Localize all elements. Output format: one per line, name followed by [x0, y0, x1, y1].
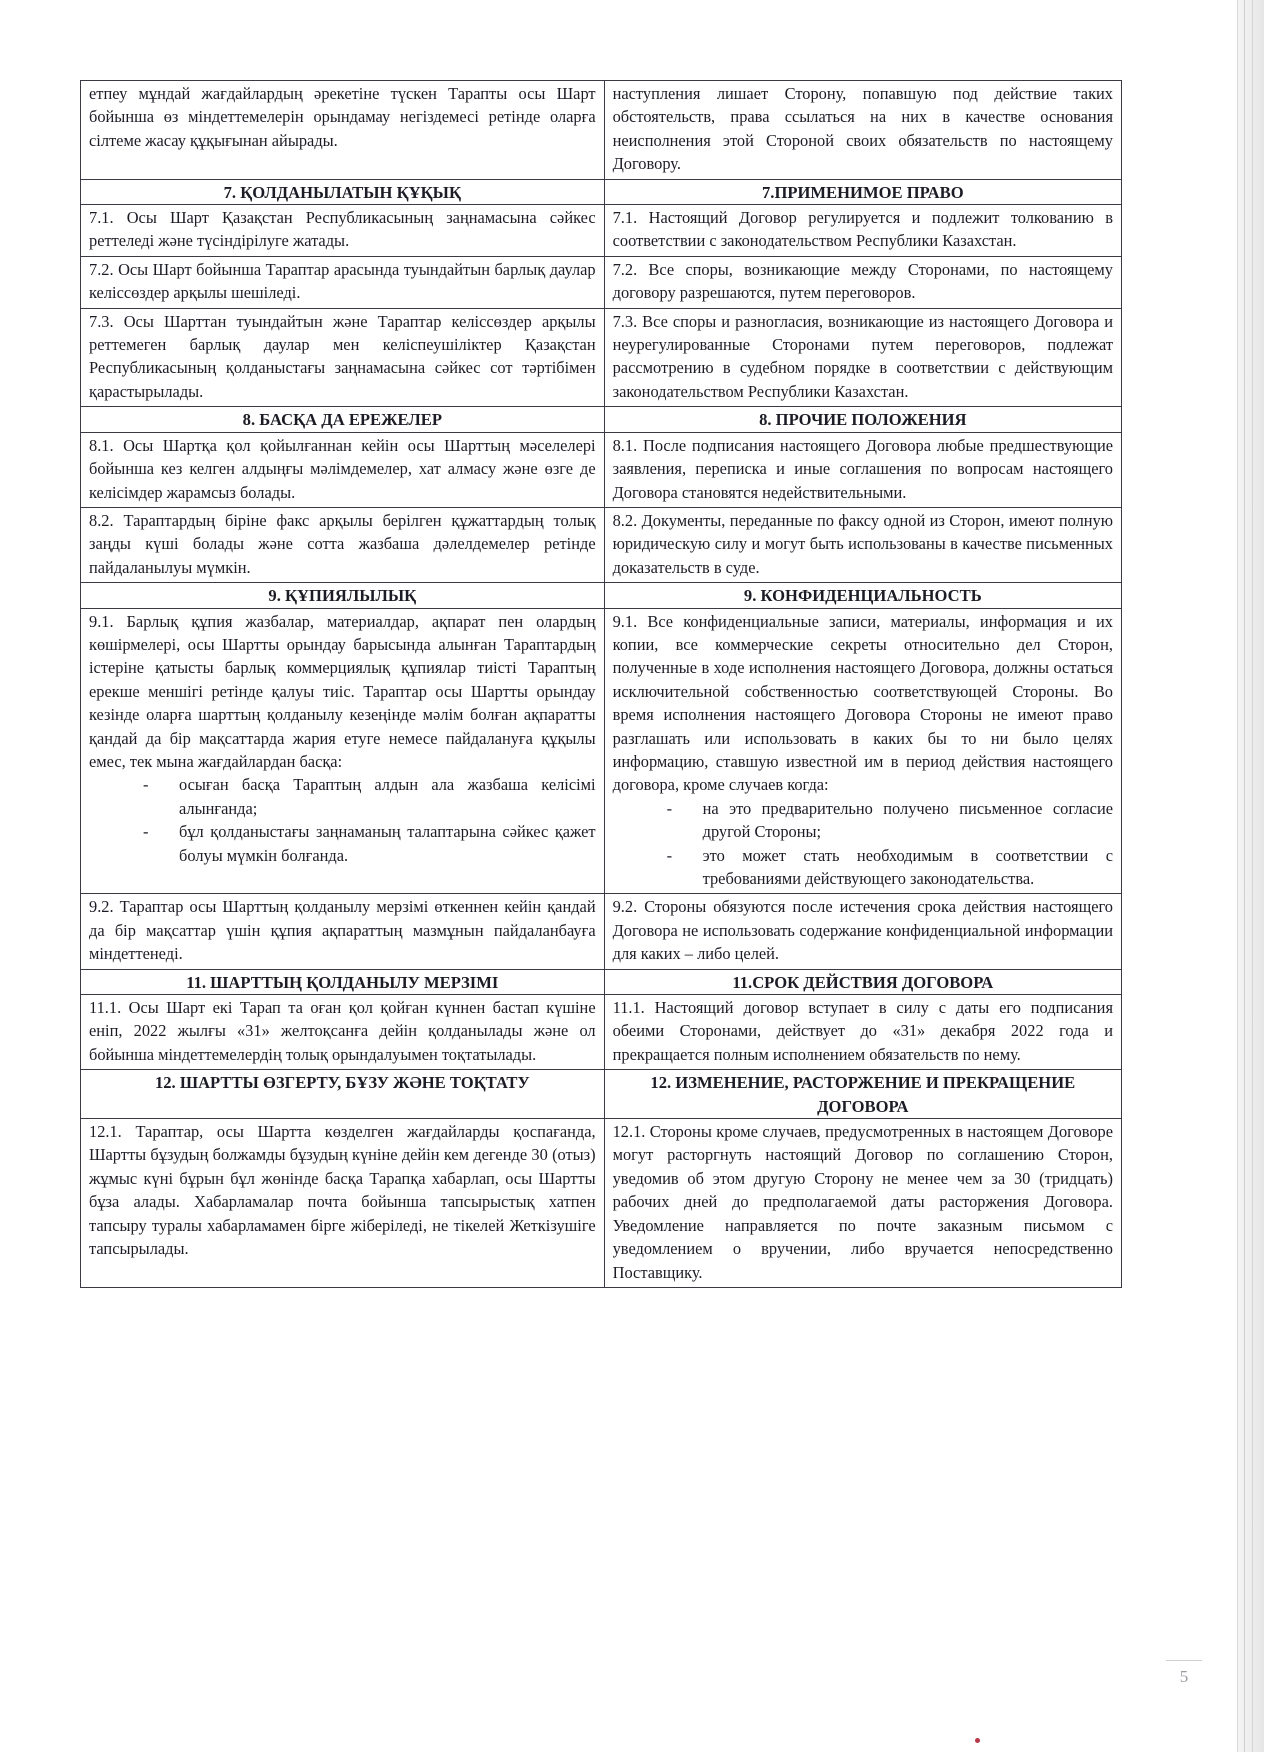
list-item: - бұл қолданыстағы заңнаманың талаптарына сәйкес қажет болуы мүмкін болғанда.: [153, 820, 596, 867]
ru-cell: [604, 608, 1121, 894]
section-heading-ru: 8. ПРОЧИЕ ПОЛОЖЕНИЯ: [604, 407, 1121, 432]
ru-cell: наступления лишает Сторону, попавшую под действие таких обстоятельств, права ссылаться на них в качестве основания неисполнения этой Стороной своих обязательств по настоящему Договору.: [604, 81, 1121, 180]
list-item: - осыған басқа Тараптың алдын ала жазбаша келісімі алынғанда;: [153, 773, 596, 820]
section-header-row: [81, 583, 1122, 608]
kz-cell: етпеу мұндай жағдайлардың әрекетіне түскен Тарапты осы Шарт бойынша өз міндеттемелерін орындамау негіздемесі ретінде оларға сілтеме жасау құқығынан айырады.: [81, 81, 605, 180]
kz-cell: 11.1. Осы Шарт екі Тарап та оған қол қойған күннен бастап күшіне еніп, 2022 жылғы «31» желтоқсанға дейін қолданылады және ол бойынша міндеттемелердің толық орындалуымен тоқтатылады.: [81, 995, 605, 1070]
ru-cell: 11.1. Настоящий договор вступает в силу с даты его подписания обеими Сторонами, действует до «31» декабря 2022 года и прекращается полным исполнением обязательств по нему.: [604, 995, 1121, 1070]
section-heading-kz: 12. ШАРТТЫ ӨЗГЕРТУ, БҰЗУ ЖӘНЕ ТОҚТАТУ: [81, 1070, 605, 1119]
table-row: [81, 507, 1122, 582]
table-row: [81, 432, 1122, 507]
kz-cell: 8.1. Осы Шартқа қол қойылғаннан кейін осы Шарттың мәселелері бойынша кез келген алдыңғы мәлімдемелер, хат алмасу және өзге де келісімдер жарамсыз болады.: [81, 432, 605, 507]
list-item: - на это предварительно получено письменное согласие другой Стороны;: [677, 797, 1113, 844]
section-heading-kz: 11. ШАРТТЫҢ ҚОЛДАНЫЛУ МЕРЗІМІ: [81, 969, 605, 994]
clause-text: 9.1. Барлық құпия жазбалар, материалдар, ақпарат пен олардың көшірмелері, осы Шартты орындау барысында алынған Тараптардың істеріне қатысты барлық коммерциялық құпиялар тиісті Тараптың ерекше меншігі ретінде қалуы тиіс. Тараптар осы Шартты орындау кезінде оларға шарттың қолданылу кезеңінде мәлім болған ақпаратты қандай да бір мақсаттарда жария етуге немесе пайдалануға құқылы емес, тек мына жағдайлардан басқа:: [89, 611, 596, 771]
kz-cell: 8.2. Тараптардың біріне факс арқылы берілген құжаттардың толық заңды күші болады және сотта жазбаша дәлелдемелер ретінде пайдаланылуы мүмкін.: [81, 507, 605, 582]
section-header-row: [81, 179, 1122, 204]
list-item: - это может стать необходимым в соответствии с требованиями действующего законодательства.: [677, 844, 1113, 891]
table-row: [81, 995, 1122, 1070]
kz-cell: 12.1. Тараптар, осы Шартта көзделген жағдайларды қоспағанда, Шартты бұзудың болжамды бұзудың күніне дейін кем дегенде 30 (отыз) жұмыс күні бұрын бұл жөнінде басқа Тарапқа хабарлап, осы Шартты бұза алады. Хабарламалар почта бойынша тапсырыстық хатпен тапсыру туралы хабарламамен бірге жіберіледі, не тікелей Жеткізушіге тапсырылады.: [81, 1119, 605, 1288]
table-row: [81, 256, 1122, 308]
kz-cell: [81, 608, 605, 894]
clause-text: 9.1. Все конфиденциальные записи, материалы, информация и их копии, все коммерческие секреты относительно дел Сторон, полученные в ходе исполнения настоящего Договора, должны остаться исключительной собственностью соответствующей Стороны. Во время исполнения настоящего Договора Стороны не имеют право разглашать или использовать в каких бы то ни было целях информацию, ставшую известной им в период действия настоящего договора, кроме случаев когда:: [612, 611, 1113, 795]
table-row: [81, 205, 1122, 257]
exception-list: [89, 773, 596, 867]
section-heading-ru: 11.СРОК ДЕЙСТВИЯ ДОГОВОРА: [604, 969, 1121, 994]
section-heading-ru: 7.ПРИМЕНИМОЕ ПРАВО: [604, 179, 1121, 204]
ru-cell: 8.2. Документы, переданные по факсу одной из Сторон, имеют полную юридическую силу и могут быть использованы в качестве письменных доказательств в суде.: [604, 507, 1121, 582]
table-row: [81, 81, 1122, 180]
section-header-row: [81, 1070, 1122, 1119]
table-row: [81, 308, 1122, 407]
page-stack-edge: [1237, 0, 1264, 1752]
table-row: [81, 1119, 1122, 1288]
kz-cell: 7.3. Осы Шарттан туындайтын және Тараптар келіссөздер арқылы реттемеген барлық даулар мен келіспеушіліктер Қазақстан Республикасының қолданыстағы заңнамасына сәйкес сот тәртібімен қарастырылады.: [81, 308, 605, 407]
ru-cell: 7.1. Настоящий Договор регулируется и подлежит толкованию в соответствии с законодательством Республики Казахстан.: [604, 205, 1121, 257]
kz-cell: 7.2. Осы Шарт бойынша Тараптар арасында туындайтын барлық даулар келіссөздер арқылы шешіледі.: [81, 256, 605, 308]
ru-cell: 9.2. Стороны обязуются после истечения срока действия настоящего Договора не использовать содержание конфиденциальной информации для каких – либо целей.: [604, 894, 1121, 969]
ru-cell: 8.1. После подписания настоящего Договора любые предшествующие заявления, переписка и иные соглашения по вопросам настоящего Договора становятся недействительными.: [604, 432, 1121, 507]
kz-cell: 7.1. Осы Шарт Қазақстан Республикасының заңнамасына сәйкес реттеледі және түсіндірілуге жатады.: [81, 205, 605, 257]
section-heading-kz: 7. ҚОЛДАНЫЛАТЫН ҚҰҚЫҚ: [81, 179, 605, 204]
section-heading-kz: 9. ҚҰПИЯЛЫЛЫҚ: [81, 583, 605, 608]
ink-dot: [975, 1738, 980, 1743]
ru-cell: 7.2. Все споры, возникающие между Сторонами, по настоящему договору разрешаются, путем переговоров.: [604, 256, 1121, 308]
ru-cell: 7.3. Все споры и разногласия, возникающие из настоящего Договора и неурегулированные Сторонами путем переговоров, подлежат рассмотрению в судебном порядке в соответствии с действующим законодательством Республики Казахстан.: [604, 308, 1121, 407]
section-header-row: [81, 969, 1122, 994]
ru-cell: 12.1. Стороны кроме случаев, предусмотренных в настоящем Договоре могут расторгнуть настоящий Договор по соглашению Сторон, уведомив об этом другую Сторону не менее чем за 30 (тридцать) рабочих дней до предполагаемой даты расторжения Договора. Уведомление направляется по почте заказным письмом с уведомлением о вручении, либо вручается непосредственно Поставщику.: [604, 1119, 1121, 1288]
page-number: 5: [1166, 1660, 1202, 1687]
section-heading-ru: 9. КОНФИДЕНЦИАЛЬНОСТЬ: [604, 583, 1121, 608]
contract-bilingual-table: [80, 80, 1122, 1288]
section-header-row: [81, 407, 1122, 432]
table-row: [81, 894, 1122, 969]
table-row: [81, 608, 1122, 894]
kz-cell: 9.2. Тараптар осы Шарттың қолданылу мерзімі өткеннен кейін қандай да бір мақсаттар үшін құпия ақпараттың мазмұнын пайдаланбауға міндеттенеді.: [81, 894, 605, 969]
section-heading-kz: 8. БАСҚА ДА ЕРЕЖЕЛЕР: [81, 407, 605, 432]
section-heading-ru: 12. ИЗМЕНЕНИЕ, РАСТОРЖЕНИЕ И ПРЕКРАЩЕНИЕ ДОГОВОРА: [604, 1070, 1121, 1119]
exception-list: [613, 797, 1113, 891]
